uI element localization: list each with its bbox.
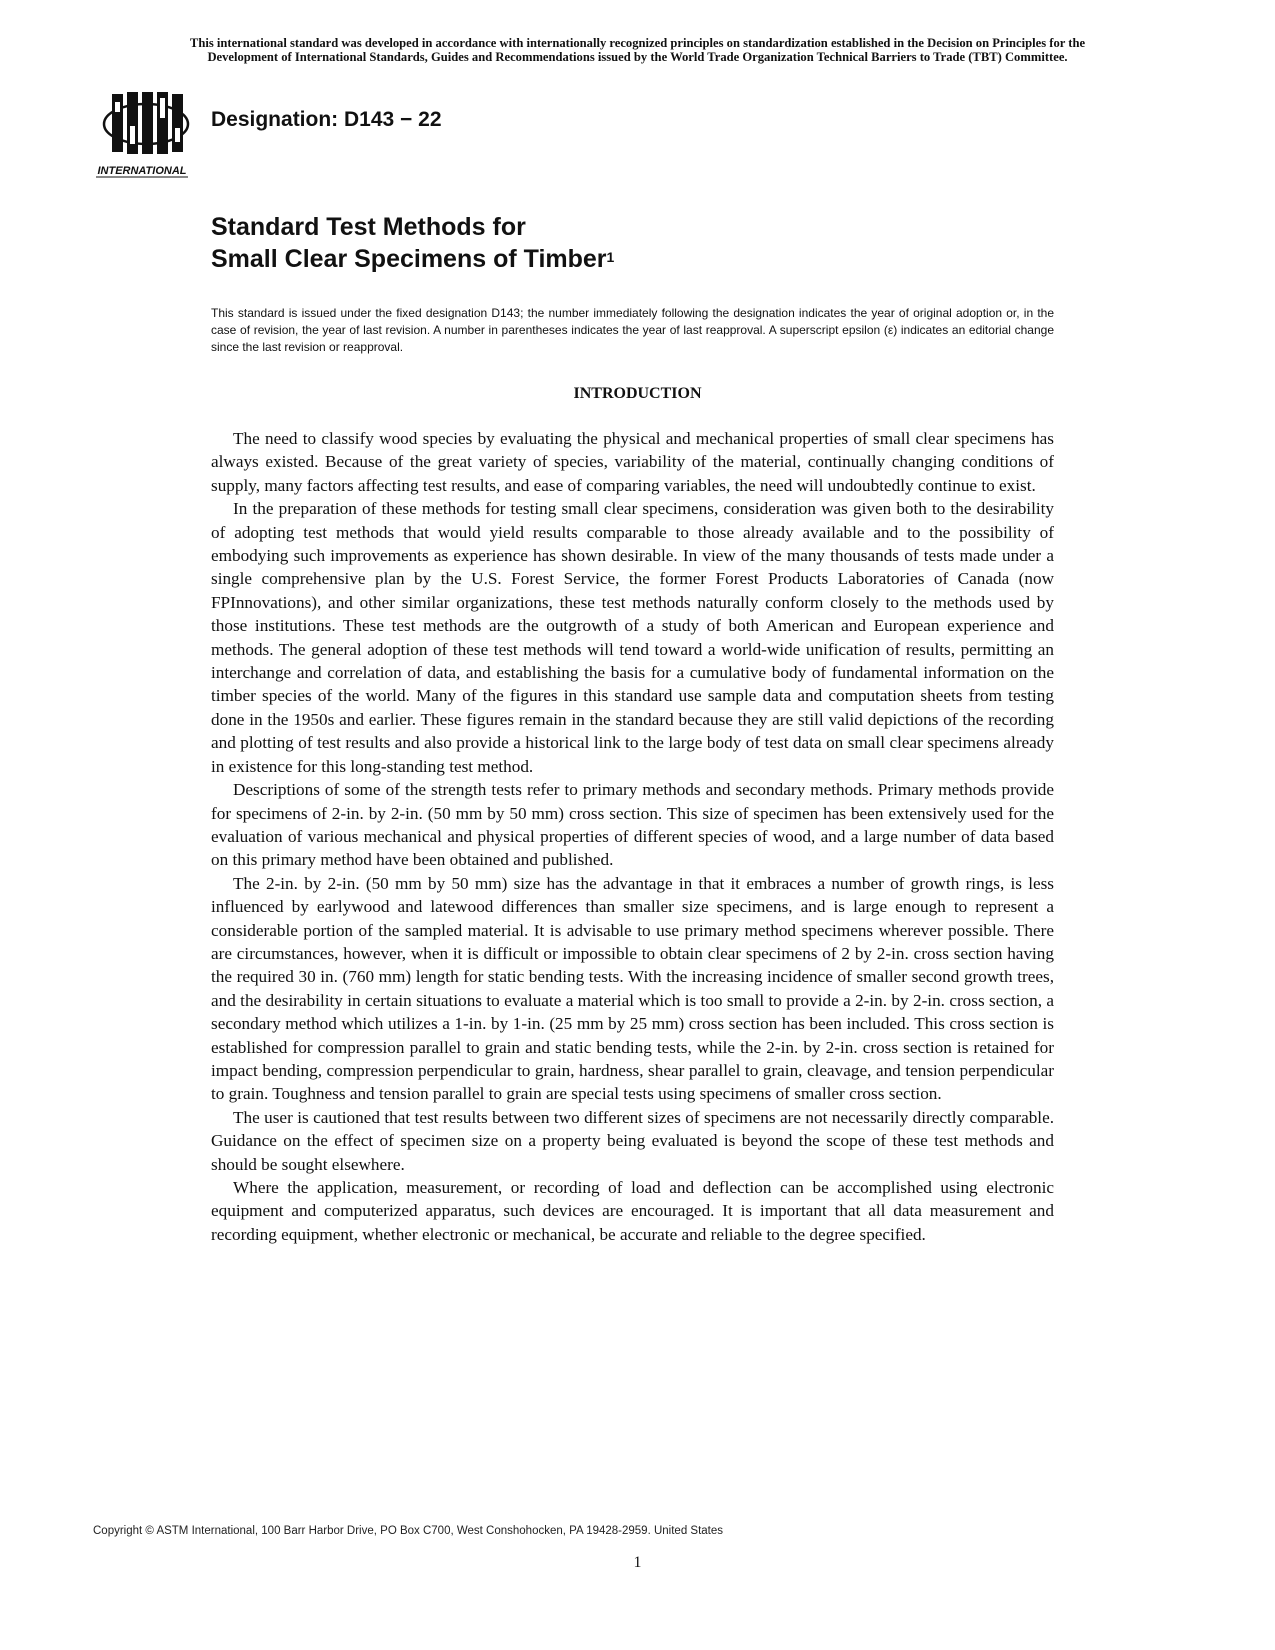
copyright-notice: Copyright © ASTM International, 100 Barr Harbor Drive, PO Box C700, West Conshohocken, PA 19428-2959. United States (93, 1525, 724, 1537)
title-line2-text: Small Clear Specimens of Timber (211, 245, 607, 273)
issue-notice: This standard is issued under the fixed designation D143; the number immediately following the designation indicates the year of original adoption or, in the case of revision, the year of last revision. A number in parentheses indicates the year of last reapproval. A superscript epsilon (ε) indicates an editorial change since the last revision or reapproval. (211, 306, 1054, 354)
designation: Designation: D143 − 22 (211, 108, 442, 131)
intro-paragraph: The need to classify wood species by evaluating the physical and mechanical properties of small clear specimens has always existed. Because of the great variety of species, variability of the material, continually changing conditions of supply, many factors affecting test results, and ease of comparing variables, the need will undoubtedly continue to exist. (211, 429, 1054, 495)
document-title (211, 211, 614, 275)
intro-paragraph: In the preparation of these methods for testing small clear specimens, consideration was given both to the desirability of adopting test methods that would yield results comparable to those already available and to the possibility of embodying such improvements as experience has shown desirable. In view of the many thousands of tests made under a single comprehensive plan by the U.S. Forest Service, the former Forest Products Laboratories of Canada (now FPInnovations), and other similar organizations, these test methods naturally conform closely to the methods used by those institutions. These test methods are the outgrowth of a study of both American and European experience and methods. The general adoption of these test methods will tend toward a world-wide unification of results, permitting an interchange and correlation of data, and establishing the basis for a cumulative body of fundamental information on the timber species of the world. Many of the figures in this standard use sample data and computation sheets from testing done in the 1950s and earlier. These figures remain in the standard because they are still valid depictions of the recording and plotting of test results and also provide a historical link to the large body of test data on small clear specimens already in existence for this long-standing test method. (211, 499, 1054, 776)
wto-notice-line1: This international standard was developed in accordance with internationally recognized principles on standardization established in the Decision on Principles for the (189, 36, 1086, 50)
intro-paragraph: Where the application, measurement, or recording of load and deflection can be accomplished using electronic equipment and computerized apparatus, such devices are encouraged. It is important that all data measurement and recording equipment, whether electronic or mechanical, be accurate and reliable to the degree specified. (211, 1178, 1054, 1244)
logo-text: INTERNATIONAL (97, 165, 187, 177)
intro-paragraph: The 2-in. by 2-in. (50 mm by 50 mm) size has the advantage in that it embraces a number of growth rings, is less influenced by earlywood and latewood differences than smaller size specimens, and is large enough to represent a considerable portion of the sampled material. It is advisable to use primary method specimens wherever possible. There are circumstances, however, when it is difficult or impossible to obtain clear specimens of 2 by 2-in. cross section having the required 30 in. (760 mm) length for static bending tests. With the increasing incidence of smaller second growth trees, and the desirability in certain situations to evaluate a material which is too small to provide a 2-in. by 2-in. cross section, a secondary method which utilizes a 1-in. by 1-in. (25 mm by 25 mm) cross section has been included. This cross section is established for compression parallel to grain and static bending tests, while the 2-in. by 2-in. cross section is retained for impact bending, compression perpendicular to grain, hardness, shear parallel to grain, cleavage, and tension perpendicular to grain. Toughness and tension parallel to grain are special tests using specimens of smaller cross section. (211, 873, 1054, 1104)
astm-logo-icon (92, 88, 200, 180)
page-number: 1 (633, 1554, 642, 1571)
introduction-heading: INTRODUCTION (573, 385, 702, 402)
wto-notice-line2: Development of International Standards, Guides and Recommendations issued by the World Trade Organization Technical Barriers to Trade (TBT) Committee. (207, 50, 1068, 64)
astm-logo (92, 88, 200, 180)
title-line1: Standard Test Methods for (211, 213, 526, 241)
intro-paragraph: The user is cautioned that test results between two different sizes of specimens are not necessarily directly comparable. Guidance on the effect of specimen size on a property being evaluated is beyond the scope of these test methods and should be sought elsewhere. (211, 1107, 1054, 1174)
title-line2 (211, 243, 614, 275)
title-footnote-mark: 1 (606, 249, 615, 265)
intro-paragraph: Descriptions of some of the strength tests refer to primary methods and secondary methods. Primary methods provide for specimens of 2-in. by 2-in. (50 mm by 50 mm) cross section. This size of specimen has been extensively used for the evaluation of various mechanical and physical properties of different species of wood, and a large number of data based on this primary method have been obtained and published. (211, 780, 1054, 870)
wto-notice (80, 36, 1195, 64)
introduction-body (211, 427, 1054, 1246)
